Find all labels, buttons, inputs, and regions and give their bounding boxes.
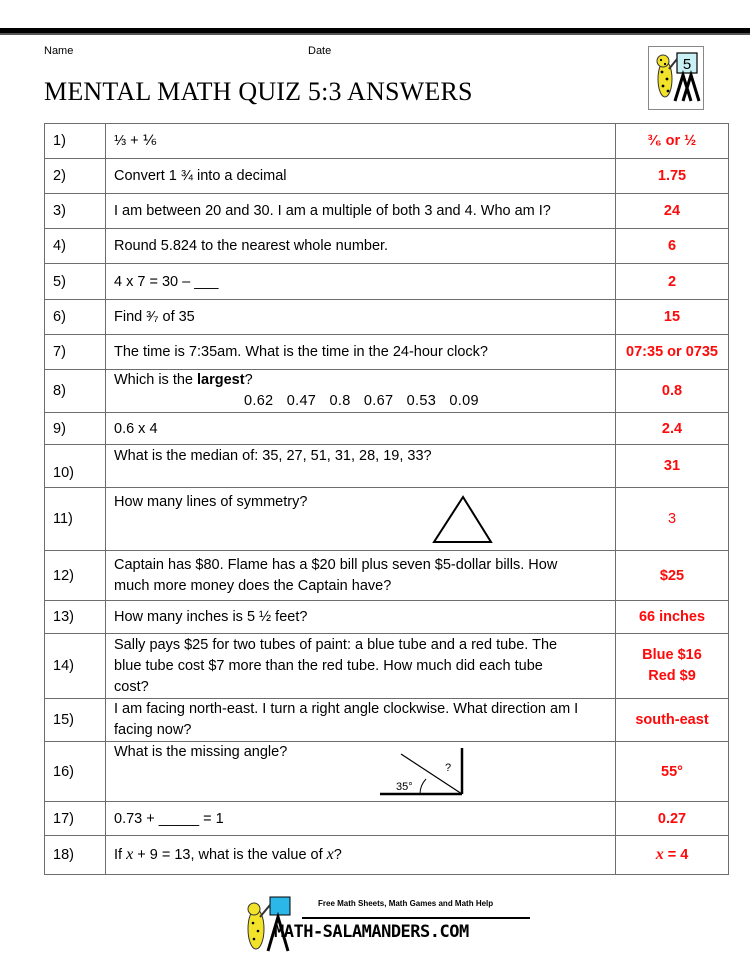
question-cell — [106, 488, 616, 551]
answer: 3 — [616, 488, 729, 551]
question-number: 13) — [45, 601, 106, 634]
name-label: Name — [44, 45, 74, 57]
question-number: 5) — [45, 264, 106, 300]
table-row — [45, 229, 729, 264]
question-text — [106, 836, 616, 875]
question-number: 14) — [45, 634, 106, 699]
angle-label: 35° — [396, 781, 413, 793]
question-text: 4 x 7 = 30 – ___ — [106, 264, 616, 300]
question-text: 0.6 x 4 — [106, 413, 616, 445]
page-title: MENTAL MATH QUIZ 5:3 ANSWERS — [44, 77, 473, 106]
question-number: 18) — [45, 836, 106, 875]
table-row — [45, 699, 729, 742]
answer: 31 — [616, 445, 729, 488]
question-line — [114, 370, 615, 391]
question-text: The time is 7:35am. What is the time in the 24-hour clock? — [106, 335, 616, 370]
answer: 0.8 — [616, 370, 729, 413]
question-number: 3) — [45, 194, 106, 229]
answer: 07:35 or 0735 — [616, 335, 729, 370]
answer: 6 — [616, 229, 729, 264]
table-row — [45, 264, 729, 300]
footer-branding — [240, 895, 540, 955]
question-line: much more money does the Captain have? — [114, 577, 392, 594]
question-line: cost? — [114, 678, 149, 695]
question-number: 8) — [45, 370, 106, 413]
text-mid: + 9 = 13, what is the value of — [133, 847, 327, 863]
question-line: Sally pays $25 for two tubes of paint: a blue tube and a red tube. The — [114, 636, 558, 653]
answer: ³⁄₆ or ½ — [616, 124, 729, 159]
table-row — [45, 194, 729, 229]
answer-value: = 4 — [663, 847, 689, 863]
table-row — [45, 300, 729, 335]
question-text: How many lines of symmetry? — [114, 494, 308, 510]
variable: x — [326, 846, 334, 863]
text-prefix: Which is the — [114, 372, 197, 388]
question-number: 4) — [45, 229, 106, 264]
footer-brand-link[interactable]: MATH-SALAMANDERS.COM — [274, 922, 469, 942]
table-row — [45, 413, 729, 445]
top-rule — [0, 28, 750, 35]
question-number: 10) — [45, 445, 106, 488]
angle-diagram-icon — [376, 746, 476, 800]
answer: 55° — [616, 742, 729, 802]
answer: $25 — [616, 551, 729, 601]
salamander-easel-icon — [649, 47, 703, 109]
question-text: Convert 1 ¾ into a decimal — [106, 159, 616, 194]
answer: south-east — [616, 699, 729, 742]
question-line: facing now? — [114, 722, 192, 738]
answer: 24 — [616, 194, 729, 229]
grade-number: 5 — [682, 56, 692, 73]
answer: 1.75 — [616, 159, 729, 194]
answer: 0.27 — [616, 802, 729, 836]
answer-line: Red $9 — [648, 668, 696, 684]
question-text — [106, 699, 616, 742]
question-text: Round 5.824 to the nearest whole number. — [106, 229, 616, 264]
table-row — [45, 445, 729, 488]
emphasis: largest — [197, 372, 245, 388]
number-list: 0.62 0.47 0.8 0.67 0.53 0.09 — [244, 393, 479, 409]
table-row — [45, 551, 729, 601]
question-number: 1) — [45, 124, 106, 159]
table-row — [45, 601, 729, 634]
question-text: What is the missing angle? — [114, 744, 288, 760]
unknown-angle-label: ? — [445, 762, 452, 774]
answer: 66 inches — [616, 601, 729, 634]
answer — [616, 836, 729, 875]
question-line: Captain has $80. Flame has a $20 bill plus seven $5-dollar bills. How — [114, 556, 558, 573]
table-row — [45, 802, 729, 836]
footer-tagline: Free Math Sheets, Math Games and Math Help — [318, 899, 494, 908]
question-number: 7) — [45, 335, 106, 370]
text-suffix: ? — [244, 372, 253, 388]
text-suffix: ? — [333, 847, 342, 863]
quiz-table — [44, 123, 729, 875]
question-number: 17) — [45, 802, 106, 836]
footer-divider — [302, 917, 530, 919]
triangle-icon — [432, 495, 494, 545]
variable: x — [126, 846, 134, 863]
date-label: Date — [308, 45, 332, 57]
variable: x — [655, 846, 664, 863]
question-text — [106, 551, 616, 601]
question-text: ⅓ + ⅙ — [106, 124, 616, 159]
question-number: 11) — [45, 488, 106, 551]
question-text — [106, 370, 616, 413]
table-row — [45, 159, 729, 194]
answer: 15 — [616, 300, 729, 335]
answer: 2.4 — [616, 413, 729, 445]
question-text: How many inches is 5 ½ feet? — [106, 601, 616, 634]
question-number: 12) — [45, 551, 106, 601]
question-line: I am facing north-east. I turn a right angle clockwise. What direction am I — [114, 701, 579, 717]
table-row — [45, 370, 729, 413]
question-number: 15) — [45, 699, 106, 742]
table-row — [45, 124, 729, 159]
table-row — [45, 742, 729, 802]
question-text: Find ³⁄₇ of 35 — [106, 300, 616, 335]
question-text — [106, 634, 616, 699]
grade-logo — [648, 46, 704, 110]
question-text: I am between 20 and 30. I am a multiple of both 3 and 4. Who am I? — [106, 194, 616, 229]
question-number: 9) — [45, 413, 106, 445]
question-line: blue tube cost $7 more than the red tube. How much did each tube — [114, 657, 543, 674]
question-text: 0.73 + _____ = 1 — [106, 802, 616, 836]
table-row — [45, 335, 729, 370]
text-prefix: If — [114, 847, 127, 863]
answer-line: Blue $16 — [642, 647, 702, 663]
question-number: 16) — [45, 742, 106, 802]
answer — [616, 634, 729, 699]
table-row — [45, 836, 729, 875]
question-cell — [106, 742, 616, 802]
question-number: 2) — [45, 159, 106, 194]
table-row — [45, 634, 729, 699]
table-row — [45, 488, 729, 551]
question-number: 6) — [45, 300, 106, 335]
answer: 2 — [616, 264, 729, 300]
question-text: What is the median of: 35, 27, 51, 31, 28, 19, 33? — [106, 445, 616, 488]
